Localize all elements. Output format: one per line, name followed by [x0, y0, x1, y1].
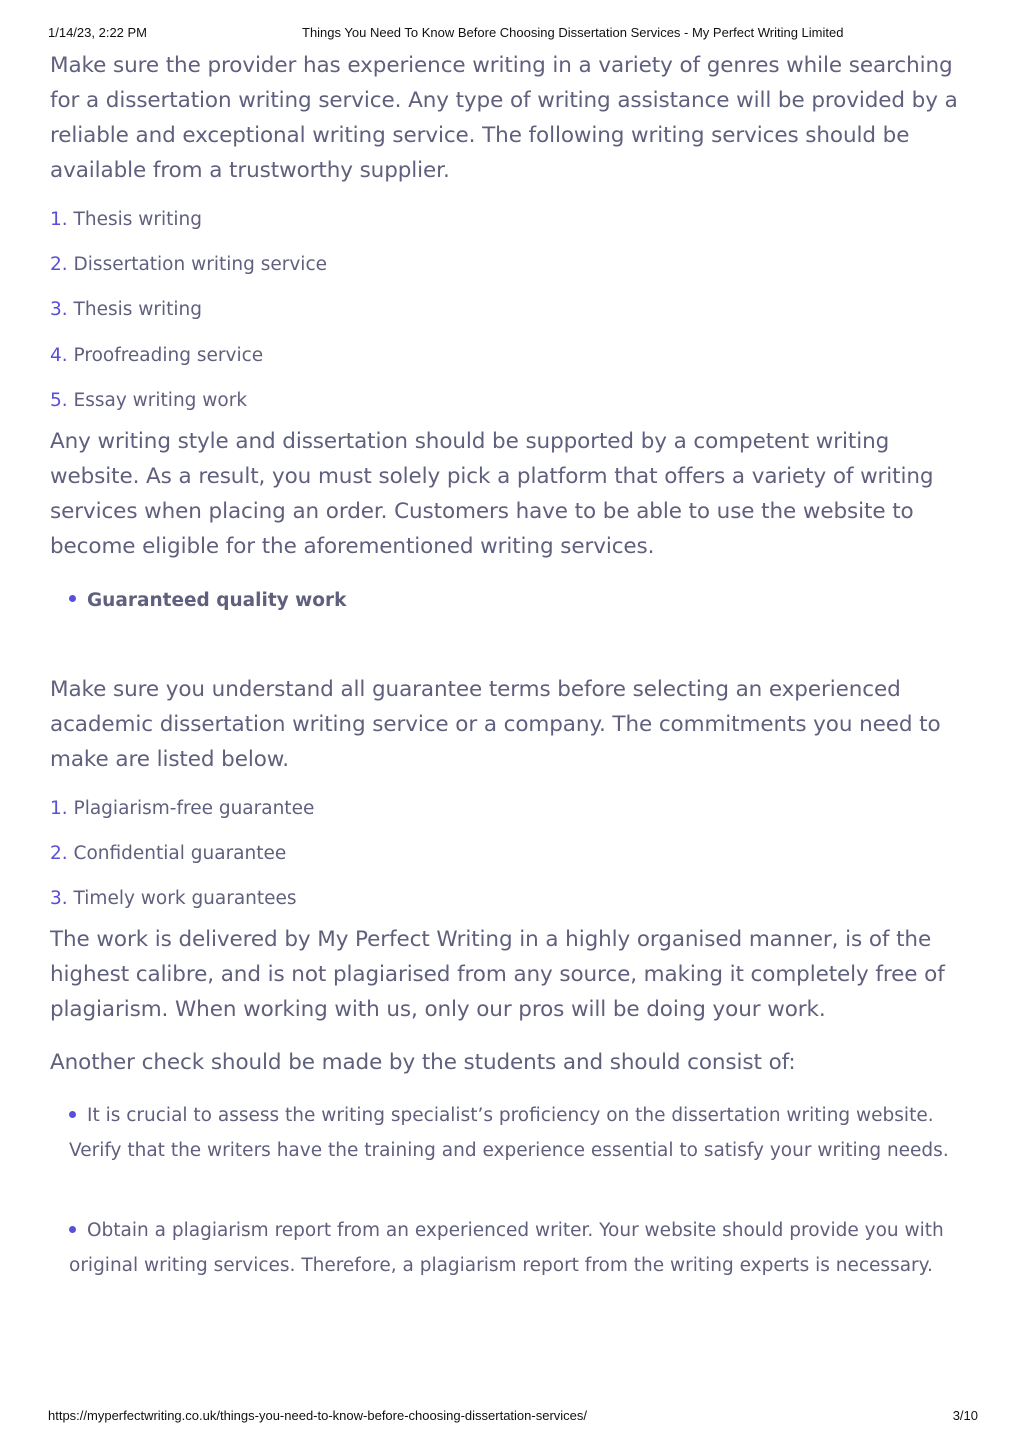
- list-number: 3.: [50, 299, 68, 321]
- article-content: [50, 48, 985, 1283]
- list-number: 5.: [50, 389, 68, 411]
- paragraph-guarantees: Make sure you understand all guarantee terms before selecting an experienced academic dissertation writing service or a company. The commitments you need to make are listed below.: [50, 676, 941, 772]
- list-number: 2.: [50, 842, 68, 864]
- list-item: [50, 252, 985, 297]
- list-item-text: Plagiarism-free guarantee: [73, 797, 315, 819]
- paragraph-writing-style: Any writing style and dissertation should be supported by a competent writing website. As a result, you must solely pick a platform that offers a variety of writing services when placing an order. Customers have to be able to use the website to become eligible for the aforementioned writing services.: [50, 428, 934, 559]
- print-datetime: 1/14/23, 2:22 PM: [48, 25, 148, 40]
- list-item-text: It is crucial to assess the writing specialist’s proficiency on the dissertation writing website. Verify that the writers have the training and experience essential to satisfy your writing needs.: [69, 1105, 949, 1162]
- list-item: [50, 343, 985, 388]
- paragraph-intro: Make sure the provider has experience writing in a variety of genres while searching for a dissertation writing service. Any type of writing assistance will be provided by a reliable and exceptional writing service. The following writing services should be available from a trustworthy supplier.: [50, 53, 958, 183]
- checks-bullet-list: [50, 1098, 985, 1283]
- list-number: 4.: [50, 344, 68, 366]
- list-item: [50, 207, 985, 252]
- bullet-icon: [69, 1111, 76, 1118]
- list-item: [69, 1098, 985, 1168]
- bullet-icon: [69, 595, 76, 602]
- list-item: [69, 1213, 985, 1283]
- quality-bullet-list: [50, 583, 985, 618]
- list-item: [50, 297, 985, 342]
- list-item-text: Thesis writing: [73, 299, 202, 321]
- list-item-text: Dissertation writing service: [73, 254, 327, 276]
- paragraph-another-check: Another check should be made by the students and should consist of:: [50, 1050, 796, 1076]
- print-footer: [48, 1408, 978, 1424]
- list-item: [50, 388, 985, 424]
- paragraph-delivery: The work is delivered by My Perfect Writing in a highly organised manner, is of the highest calibre, and is not plagiarised from any source, making it completely free of plagiarism. When working with us, only our pros will be doing your work.: [50, 927, 945, 1023]
- print-header: [48, 25, 978, 41]
- print-page-title: Things You Need To Know Before Choosing Dissertation Services - My Perfect Writing Limited: [302, 25, 844, 40]
- page-number: 3/10: [952, 1408, 978, 1423]
- list-item: [50, 886, 985, 922]
- list-item-text: Essay writing work: [73, 389, 248, 411]
- list-number: 2.: [50, 254, 68, 276]
- list-item-text: Confidential guarantee: [73, 842, 287, 864]
- bullet-icon: [69, 1226, 76, 1233]
- list-item-text: Obtain a plagiarism report from an experienced writer. Your website should provide you with original writing services. Therefore, a plagiarism report from the writing experts is necessary.: [69, 1220, 944, 1277]
- services-list: [50, 207, 985, 424]
- list-item: [69, 583, 985, 618]
- list-item: [50, 796, 985, 841]
- list-item-text: Proofreading service: [73, 344, 264, 366]
- guarantees-list: [50, 796, 985, 922]
- list-number: 3.: [50, 888, 68, 910]
- list-item-text: Thesis writing: [73, 209, 202, 230]
- list-number: 1.: [50, 797, 68, 819]
- print-url: https://myperfectwriting.co.uk/things-you-need-to-know-before-choosing-dissertation-services/: [48, 1408, 588, 1423]
- bold-heading: Guaranteed quality work: [87, 589, 347, 611]
- list-item: [50, 841, 985, 886]
- list-item-text: Timely work guarantees: [73, 888, 297, 910]
- list-number: 1.: [50, 209, 68, 230]
